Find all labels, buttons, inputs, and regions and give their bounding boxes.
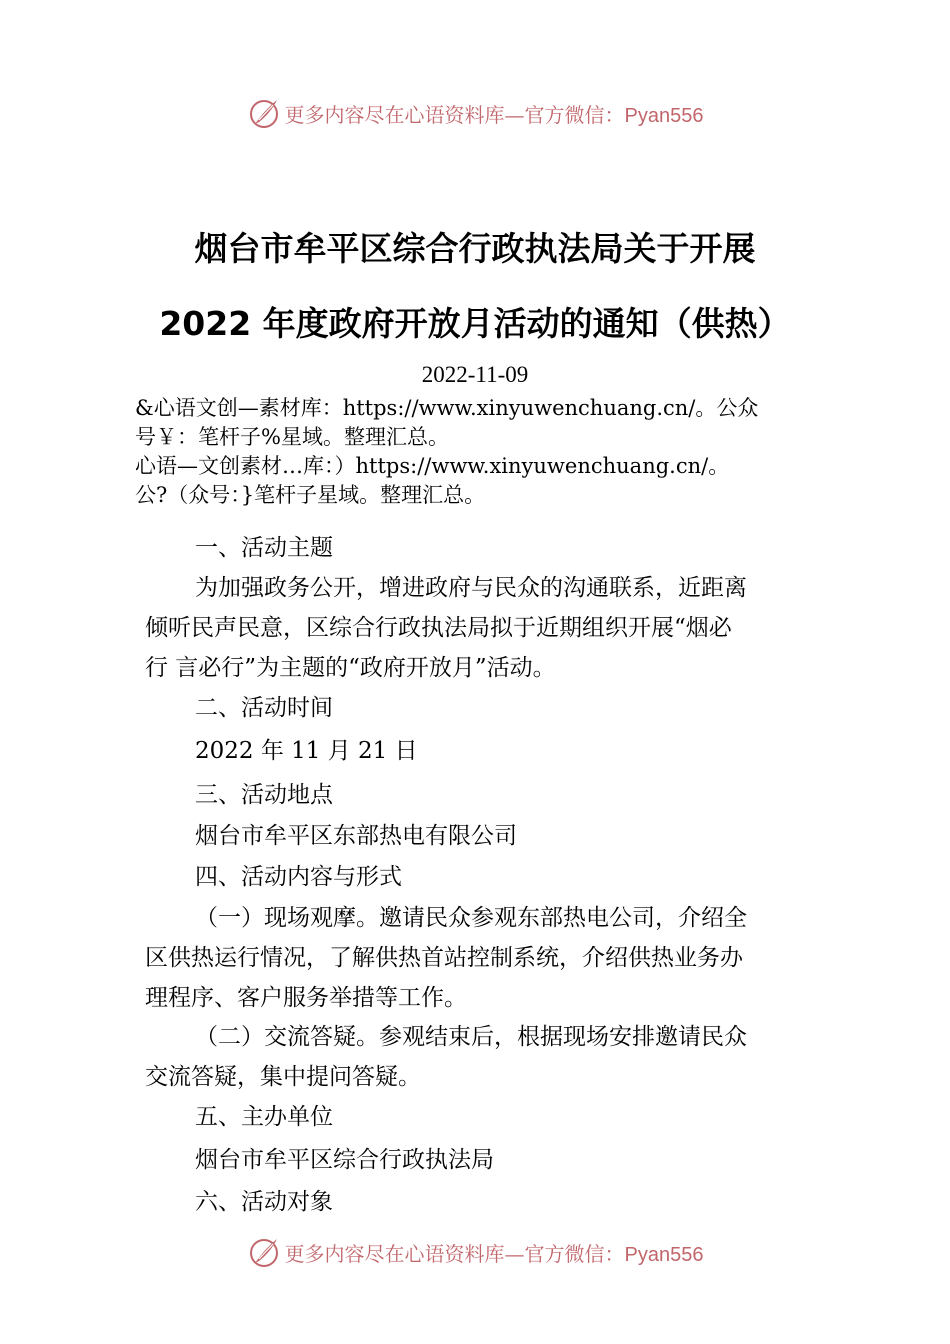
theme-paragraph-line-3: 行 言必行”为主题的“政府开放月”活动。 (145, 655, 556, 681)
content-item-2-line-2: 交流答疑，集中提问答疑。 (145, 1064, 421, 1090)
section-heading-place: 三、活动地点 (195, 782, 333, 808)
header-banner (0, 93, 950, 133)
organizer-name: 烟台市牟平区综合行政执法局 (195, 1147, 494, 1173)
banner-handle: Pyan556 (624, 104, 704, 127)
section-heading-audience: 六、活动对象 (195, 1189, 333, 1215)
banner-text (285, 1238, 704, 1267)
content-item-1-line-2: 区供热运行情况，了解供热首站控制系统，介绍供热业务办 (145, 945, 743, 971)
banner-prefix: 更多内容尽在心语资料库—官方微信： (284, 1241, 625, 1266)
content-item-1-line-3: 理程序、客户服务举措等工作。 (145, 985, 467, 1011)
activity-place: 烟台市牟平区东部热电有限公司 (195, 823, 517, 849)
content-item-1-line-1: （一）现场观摩。邀请民众参观东部热电公司，介绍全 (195, 905, 747, 931)
footer-banner (0, 1232, 950, 1272)
section-heading-theme: 一、活动主题 (195, 535, 333, 561)
section-heading-time: 二、活动时间 (195, 695, 333, 721)
banner-prefix: 更多内容尽在心语资料库—官方微信： (284, 102, 625, 127)
content-item-2-line-1: （二）交流答疑。参观结束后，根据现场安排邀请民众 (195, 1024, 747, 1050)
activity-time: 2022 年 11 月 21 日 (195, 738, 418, 764)
publish-date: 2022-11-09 (421, 362, 529, 387)
theme-paragraph-line-1: 为加强政务公开，增进政府与民众的沟通联系，近距离 (195, 575, 747, 601)
feather-pen-logo-icon (247, 1235, 281, 1269)
document-title-line-2: 2022 年度政府开放月活动的通知（供热） (159, 304, 791, 343)
document-title-line-1: 烟台市牟平区综合行政执法局关于开展 (194, 229, 756, 268)
source-line-1: &心语文创—素材库：https://www.xinyuwenchuang.cn/。公众 (135, 396, 759, 420)
feather-pen-logo-icon (247, 96, 281, 130)
banner-text (285, 99, 704, 128)
source-line-4: 公?（众号：}笔杆子星域。整理汇总。 (135, 483, 486, 507)
source-line-3: 心语—文创素材…库：）https://www.xinyuwenchuang.cn/。 (135, 454, 730, 478)
theme-paragraph-line-2: 倾听民声民意，区综合行政执法局拟于近期组织开展“烟必 (145, 615, 732, 641)
section-heading-content: 四、活动内容与形式 (195, 864, 402, 890)
section-heading-organizer: 五、主办单位 (195, 1104, 333, 1130)
banner-handle: Pyan556 (624, 1243, 704, 1266)
source-line-2: 号￥：笔杆子%星域。整理汇总。 (135, 425, 449, 449)
